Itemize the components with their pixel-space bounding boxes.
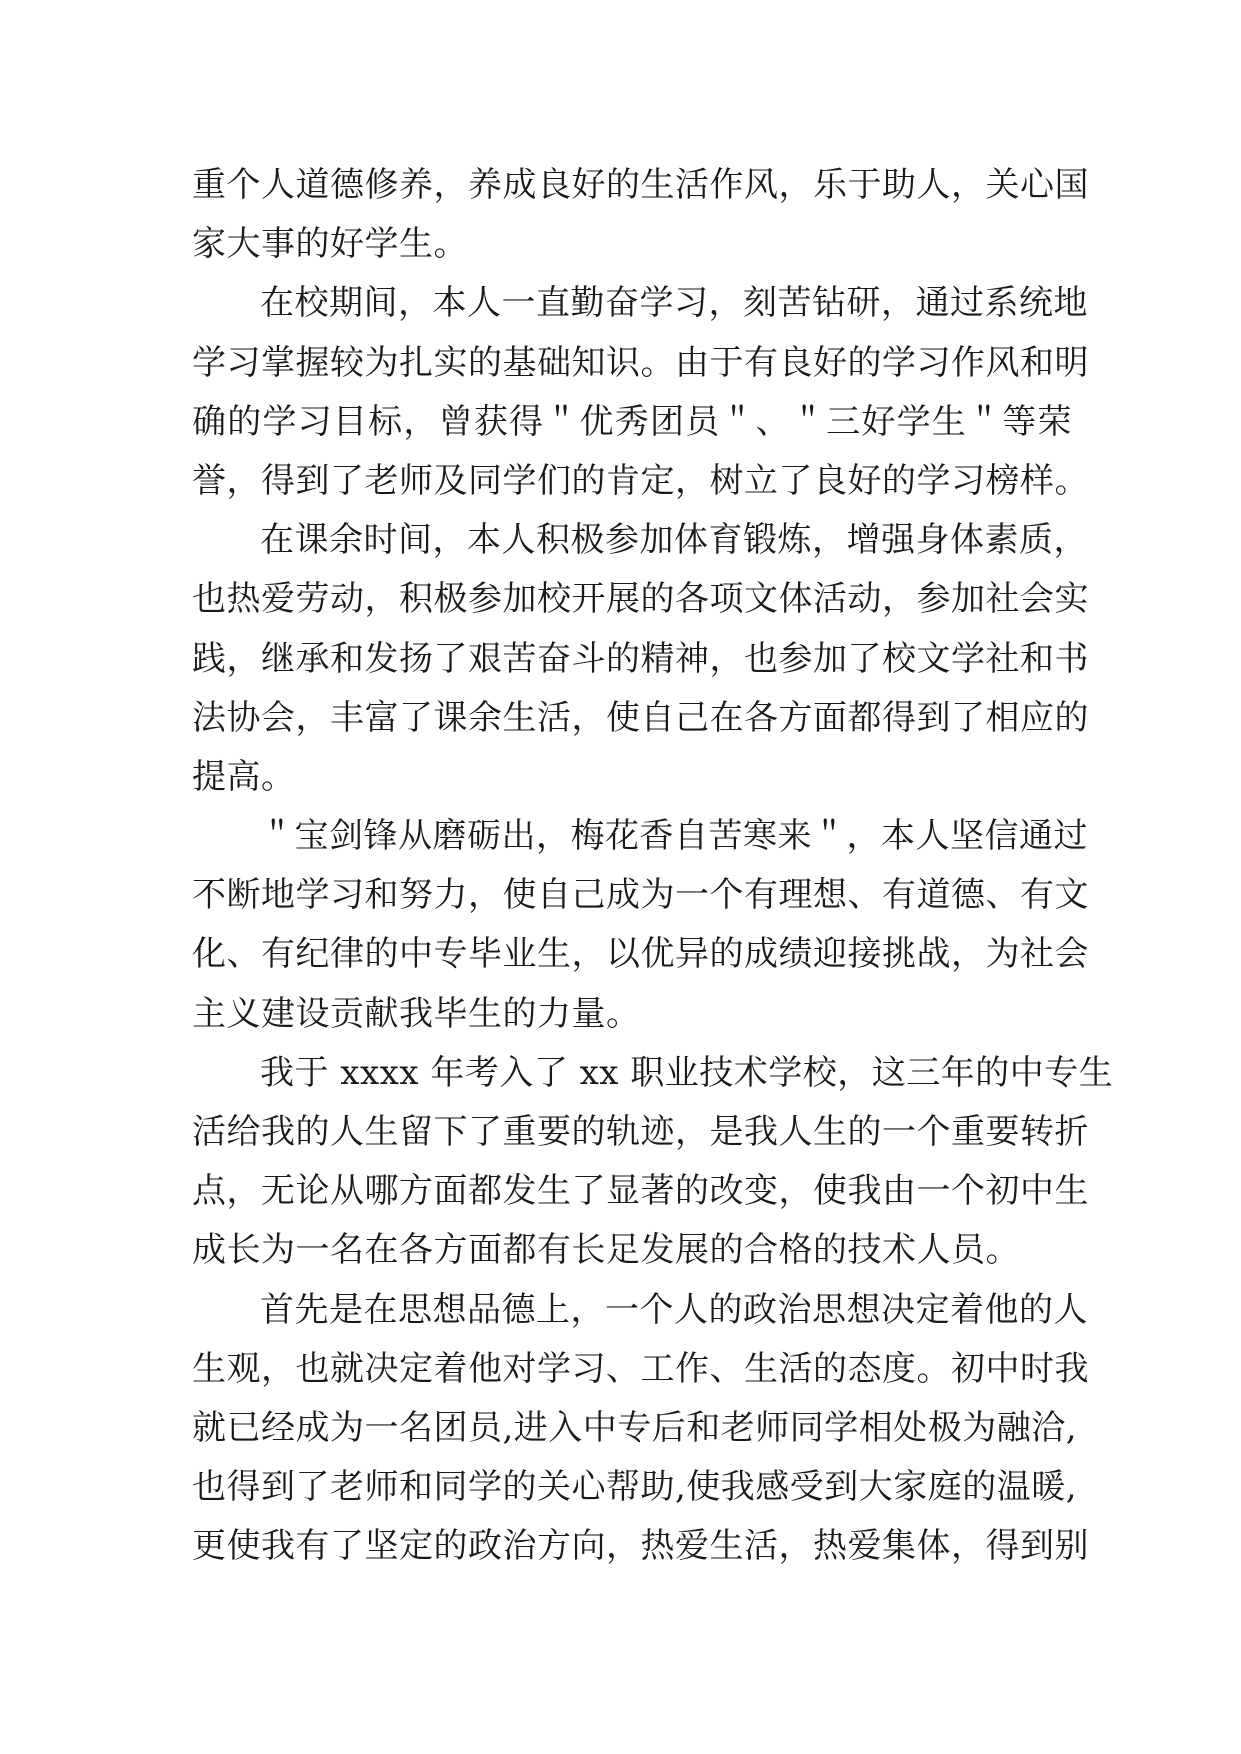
text-line: 不断地学习和努力，使自己成为一个有理想、有道德、有文	[192, 875, 1089, 916]
text-line: 在课余时间，本人积极参加体育锻炼，增强身体素质，	[260, 520, 1088, 561]
text-line: 确的学习目标，曾获得＂优秀团员＂、＂三好学生＂等荣	[192, 401, 1072, 442]
text-line: 法协会，丰富了课余生活，使自己在各方面都得到了相应的	[192, 697, 1089, 738]
text-line: 提高。	[192, 756, 296, 797]
text-line: 活给我的人生留下了重要的轨迹，是我人生的一个重要转折	[192, 1112, 1089, 1152]
text-line: ＂宝剑锋从磨砺出，梅花香自苦寒来＂，本人坚信通过	[260, 816, 1088, 857]
text-line: 成长为一名在各方面都有长足发展的合格的技术人员。	[192, 1230, 1020, 1271]
text-line: 化、有纪律的中专毕业生，以优异的成绩迎接挑战，为社会	[192, 934, 1089, 975]
text-line: 学习掌握较为扎实的基础知识。由于有良好的学习作风和明	[192, 342, 1089, 383]
text-line: 也得到了老师和同学的关心帮助,使我感受到大家庭的温暖,	[192, 1467, 1078, 1508]
text-line: 生观，也就决定着他对学习、工作、生活的态度。初中时我	[192, 1348, 1089, 1389]
text-line: 更使我有了坚定的政治方向，热爱生活，热爱集体，得到别	[192, 1526, 1089, 1567]
text-line: 主义建设贡献我毕生的力量。	[192, 993, 641, 1034]
text-line: 点，无论从哪方面都发生了显著的改变，使我由一个初中生	[192, 1171, 1089, 1212]
text-line: 也热爱劳动，积极参加校开展的各项文体活动，参加社会实	[192, 579, 1089, 620]
text-line: 家大事的好学生。	[192, 224, 468, 265]
text-line: 誉，得到了老师及同学们的肯定，树立了良好的学习榜样。	[192, 460, 1089, 501]
body-text	[192, 156, 1114, 1577]
text-line: 践，继承和发扬了艰苦奋斗的精神，也参加了校文学社和书	[192, 638, 1089, 679]
text-line: 首先是在思想品德上，一个人的政治思想决定着他的人	[260, 1289, 1088, 1330]
text-line: 我于 xxxx 年考入了 xx 职业技术学校，这三年的中专生	[260, 1052, 1114, 1093]
text-line: 就已经成为一名团员,进入中专后和老师同学相处极为融洽,	[192, 1407, 1078, 1448]
text-line: 重个人道德修养，养成良好的生活作风，乐于助人，关心国	[192, 165, 1089, 205]
text-line: 在校期间，本人一直勤奋学习，刻苦钻研，通过系统地	[260, 283, 1088, 324]
